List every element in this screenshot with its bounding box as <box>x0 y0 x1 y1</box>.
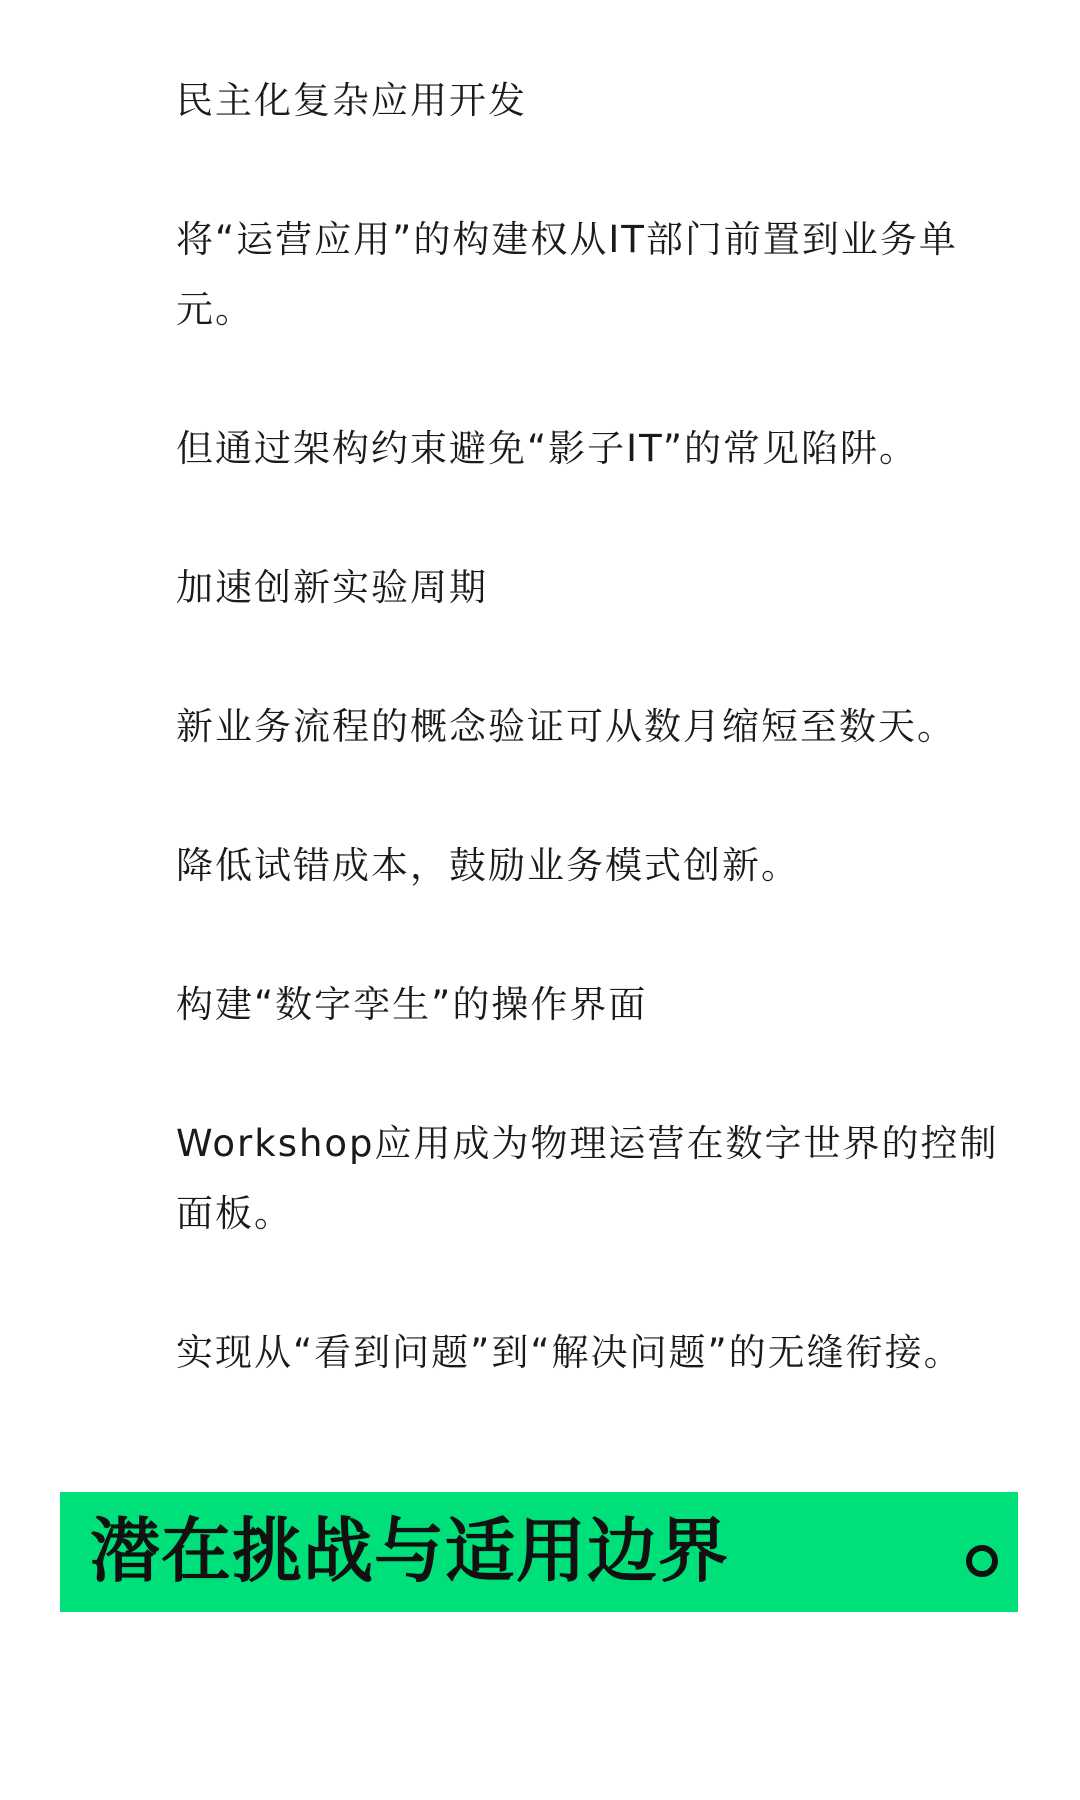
paragraph-innovation-heading: 加速创新实验周期 <box>176 566 488 609</box>
paragraph-democratize-heading: 民主化复杂应用开发 <box>176 79 527 122</box>
paragraph-shadow-it: 但通过架构约束避免“影子IT”的常见陷阱。 <box>176 427 919 470</box>
paragraph-trial-cost: 降低试错成本，鼓励业务模式创新。 <box>176 844 800 887</box>
paragraph-workshop-control-panel: Workshop应用成为物理运营在数字世界的控制面板。 <box>176 1122 999 1235</box>
section-banner <box>60 1492 1018 1612</box>
paragraph-seamless-connection: 实现从“看到问题”到“解决问题”的无缝衔接。 <box>176 1331 963 1374</box>
paragraph-poc-speed: 新业务流程的概念验证可从数月缩短至数天。 <box>176 705 956 748</box>
section-title: 潜在挑战与适用边界 <box>90 1510 729 1592</box>
paragraph-build-rights: 将“运营应用”的构建权从IT部门前置到业务单元。 <box>176 218 958 331</box>
article-body <box>176 66 1026 1457</box>
paragraph-digital-twin-heading: 构建“数字孪生”的操作界面 <box>176 983 648 1026</box>
circle-icon <box>966 1545 998 1577</box>
